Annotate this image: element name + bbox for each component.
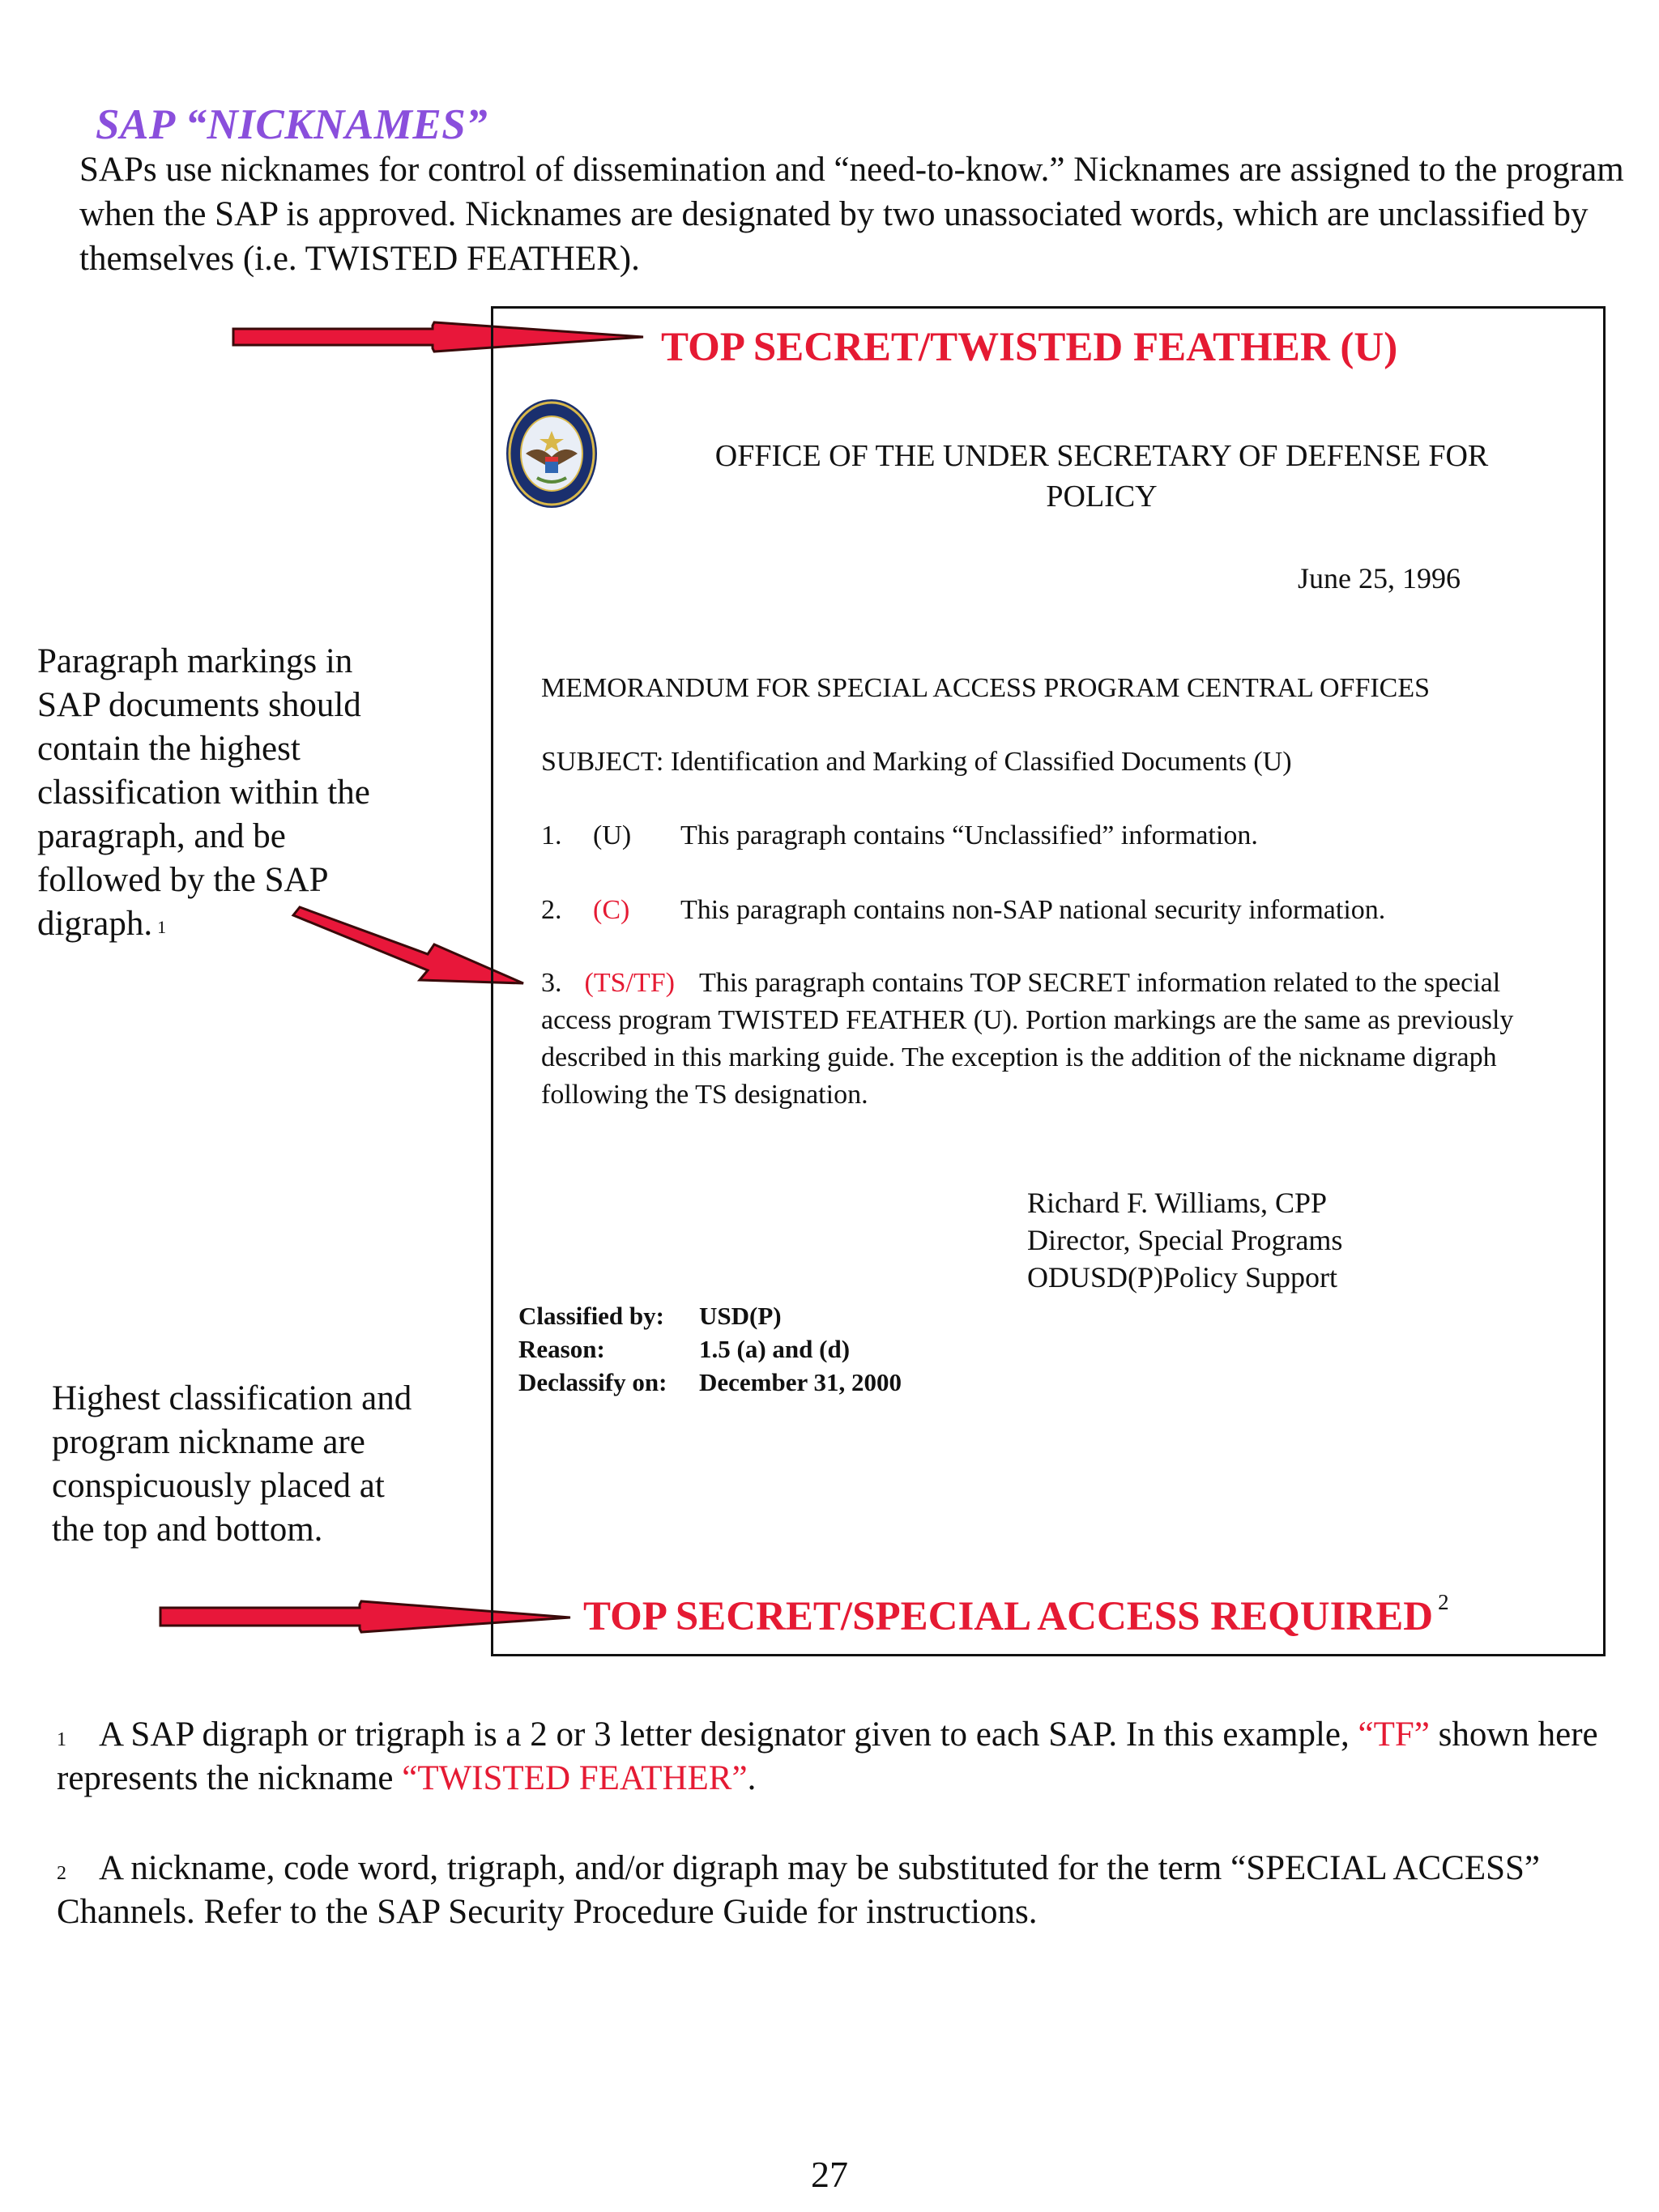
memo-paragraph-1: [541, 817, 1258, 855]
footnote-highlight: “TWISTED FEATHER”: [402, 1759, 748, 1797]
note-paragraph-markings: [37, 640, 418, 946]
footnote-text: shown here represents the nickname: [57, 1715, 1598, 1797]
top-classification-marking: TOP SECRET/TWISTED FEATHER (U): [661, 325, 1398, 370]
bottom-classification-marking: [583, 1590, 1449, 1640]
footnote-ref: 2: [1438, 1590, 1449, 1614]
reason-row: [518, 1332, 902, 1366]
office-line-2: POLICY: [1046, 479, 1158, 514]
intro-paragraph: SAPs use nicknames for control of dissemination and “need-to-know.” Nicknames are assigned to the program when the SAP is approved. Nicknames are designated by two unassociated words, which are unclassified by themselves (i.e. TWISTED FEATHER).: [79, 151, 1624, 278]
page-number: 27: [811, 2154, 848, 2195]
footnote-1: [57, 1713, 1620, 1801]
dod-seal-icon: [505, 397, 599, 510]
paragraph-text: This paragraph contains “Unclassified” information.: [680, 820, 1258, 850]
memo-paragraph-3: [541, 965, 1554, 1114]
classification-authority-block: [518, 1299, 902, 1399]
footnote-text: .: [747, 1759, 757, 1797]
page-title: SAP “NICKNAMES”: [96, 101, 488, 148]
portion-marking: (U): [593, 820, 632, 850]
classified-by-row: [518, 1299, 902, 1332]
bottom-marking-text: TOP SECRET/SPECIAL ACCESS REQUIRED: [583, 1594, 1434, 1639]
row-label: Declassify on:: [518, 1368, 667, 1396]
paragraph-number: 1.: [541, 820, 562, 850]
paragraph-number: 2.: [541, 895, 562, 925]
signer-office: ODUSD(P)Policy Support: [1027, 1261, 1338, 1294]
footnote-number: 2: [57, 1863, 66, 1884]
row-label: Classified by:: [518, 1302, 664, 1330]
portion-marking: (C): [593, 895, 630, 925]
memo-subject: SUBJECT: Identification and Marking of Classified Documents (U): [541, 747, 1292, 777]
footnote-text: A SAP digraph or trigraph is a 2 or 3 letter designator given to each SAP. In this example,: [99, 1715, 1358, 1754]
office-line-1: OFFICE OF THE UNDER SECRETARY OF DEFENSE FOR: [714, 439, 1489, 473]
row-label: Reason:: [518, 1335, 605, 1363]
paragraph-number: 3.: [541, 968, 562, 998]
paragraph-text: This paragraph contains non-SAP national security information.: [680, 895, 1386, 925]
memo-for-line: MEMORANDUM FOR SPECIAL ACCESS PROGRAM CENTRAL OFFICES: [541, 673, 1431, 703]
note-text: Paragraph markings in SAP documents should contain the highest classification within the paragraph, and be followed by the SAP digraph.: [37, 642, 370, 943]
portion-marking: (TS/TF): [584, 968, 675, 998]
row-value: USD(P): [699, 1302, 782, 1330]
footnote-ref: 1: [157, 917, 167, 937]
note-highest-classification: Highest classification and program nickname are conspicuously placed at the top and bottom.: [52, 1379, 412, 1549]
signature-block: [1027, 1184, 1342, 1296]
paragraph-text: This paragraph contains TOP SECRET information related to the special access program TWISTED FEATHER (U). Portion markings are the same as previously described in this marking guide. The exception is the addition of the nickname digraph following the TS designation.: [541, 968, 1514, 1110]
footnote-highlight: “TF”: [1358, 1715, 1430, 1754]
memo-paragraph-2: [541, 892, 1385, 929]
signer-title: Director, Special Programs: [1027, 1224, 1343, 1256]
signer-name: Richard F. Williams, CPP: [1027, 1187, 1328, 1219]
footnote-number: 1: [57, 1729, 66, 1750]
footnote-text: A nickname, code word, trigraph, and/or digraph may be substituted for the term “SPECIAL ACCESS” Channels. Refer to the SAP Security Procedure Guide for instructions.: [57, 1849, 1540, 1931]
office-heading: [616, 436, 1588, 517]
declassify-on-row: [518, 1366, 902, 1399]
row-value: 1.5 (a) and (d): [699, 1335, 851, 1363]
row-value: December 31, 2000: [699, 1368, 902, 1396]
footnote-2: [57, 1847, 1620, 1934]
memo-date: June 25, 1996: [1298, 562, 1461, 595]
